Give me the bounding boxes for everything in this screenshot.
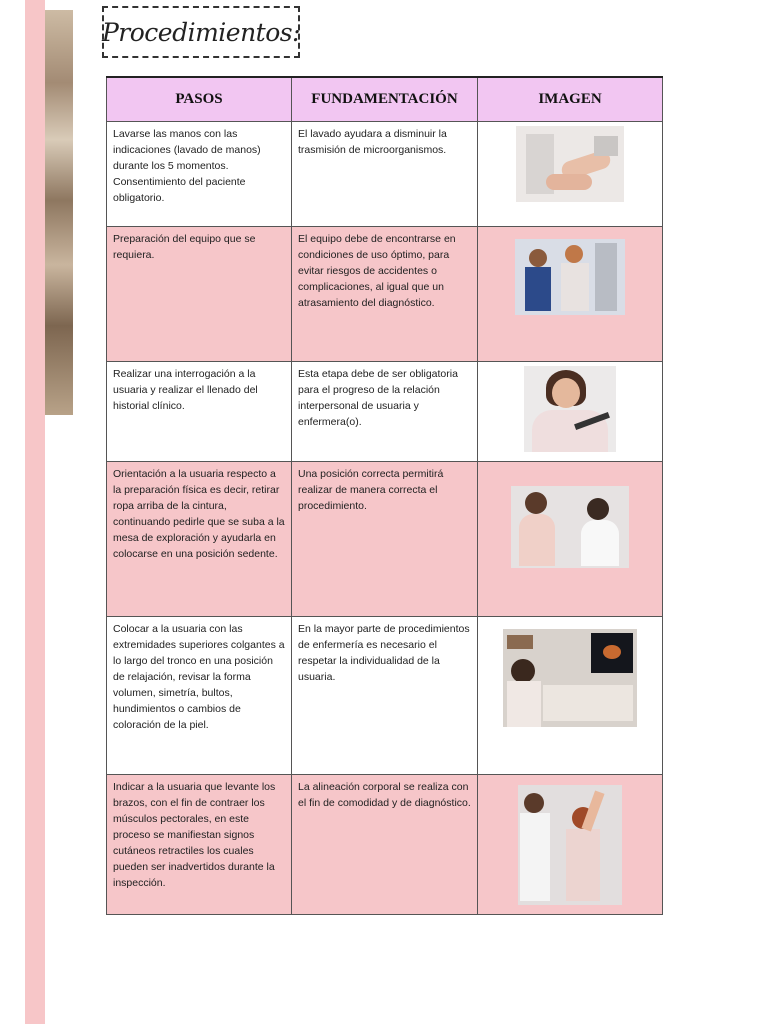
image-cell <box>478 462 663 617</box>
page-title: Procedimientos: <box>101 17 301 47</box>
image-cell <box>478 227 663 362</box>
procedures-table <box>106 76 663 915</box>
image-cell <box>478 775 663 915</box>
paso-cell: Lavarse las manos con las indicaciones (lavado de manos) durante los 5 momentos. Consentimiento del paciente obligatorio. <box>107 122 292 227</box>
table-row <box>107 462 663 617</box>
patient-smiling-photo <box>524 366 616 452</box>
paso-cell: Indicar a la usuaria que levante los brazos, con el fin de contraer los músculos pectorales, en este proceso se manifiestan signos cutáneos retractiles los cuales pueden ser inadvertidos durante la inspección. <box>107 775 292 915</box>
paso-cell: Preparación del equipo que se requiera. <box>107 227 292 362</box>
image-cell <box>478 122 663 227</box>
table-row <box>107 775 663 915</box>
fundamentacion-cell: La alineación corporal se realiza con el fin de comodidad y de diagnóstico. <box>292 775 478 915</box>
header-fundamentacion: FUNDAMENTACIÓN <box>292 77 478 122</box>
header-imagen: IMAGEN <box>478 77 663 122</box>
table-row <box>107 227 663 362</box>
table-row <box>107 122 663 227</box>
paso-cell: Realizar una interrogación a la usuaria y realizar el llenado del historial clínico. <box>107 362 292 462</box>
table-header-row <box>107 77 663 122</box>
left-decorative-stripe <box>25 0 45 1024</box>
mammography-equipment-photo <box>515 239 625 315</box>
header-pasos: PASOS <box>107 77 292 122</box>
arms-raised-exam-photo <box>518 785 622 905</box>
title-box <box>102 6 300 58</box>
fundamentacion-cell: El lavado ayudara a disminuir la trasmisión de microorganismos. <box>292 122 478 227</box>
fundamentacion-cell: El equipo debe de encontrarse en condiciones de uso óptimo, para evitar riesgos de accidentes o complicaciones, al igual que un atrasamiento del diagnóstico. <box>292 227 478 362</box>
decorative-newspaper-strip <box>45 10 73 415</box>
breast-exam-photo <box>511 486 629 568</box>
paso-cell: Colocar a la usuaria con las extremidades superiores colgantes a lo largo del tronco en una posición de relajación, revisar la forma volumen, simetría, bultos, hundimientos o cambios de coloración de la piel. <box>107 617 292 775</box>
image-cell <box>478 362 663 462</box>
hand-washing-photo <box>516 126 624 202</box>
fundamentacion-cell: Esta etapa debe de ser obligatoria para el progreso de la relación interpersonal de usuaria y enfermera(o). <box>292 362 478 462</box>
fundamentacion-cell: Una posición correcta permitirá realizar de manera correcta el procedimiento. <box>292 462 478 617</box>
table-row <box>107 362 663 462</box>
table-row <box>107 617 663 775</box>
fundamentacion-cell: En la mayor parte de procedimientos de enfermería es necesario el respetar la individualidad de la usuaria. <box>292 617 478 775</box>
ultrasound-photo <box>503 629 637 727</box>
paso-cell: Orientación a la usuaria respecto a la preparación física es decir, retirar ropa arriba de la cintura, continuando pedirle que se suba a la mesa de exploración y ayudarla en colocarse en una posición sedente. <box>107 462 292 617</box>
image-cell <box>478 617 663 775</box>
